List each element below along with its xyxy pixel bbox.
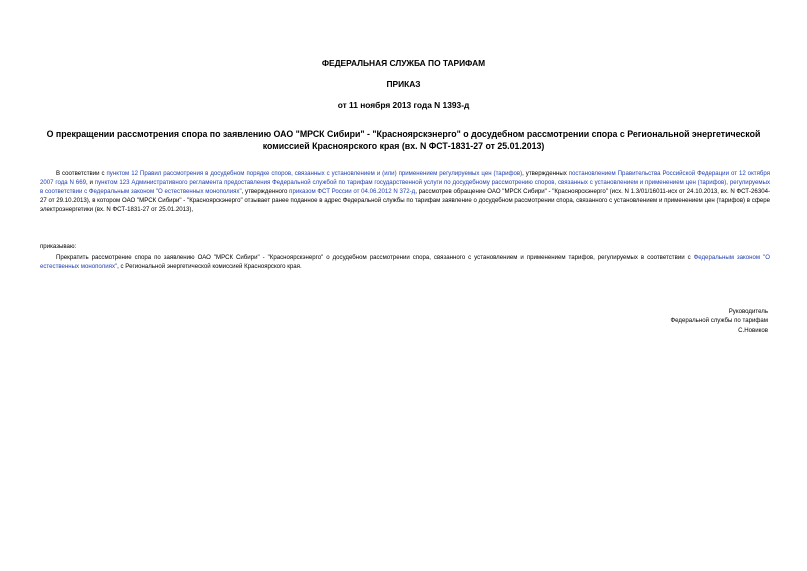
link-fst-order-372d[interactable]: приказом ФСТ России от 04.06.2012 N 372-д bbox=[289, 187, 416, 195]
preamble-text-1: В соответствии с bbox=[56, 170, 107, 177]
decision-paragraph bbox=[40, 254, 770, 272]
signature-org: Федеральной службы по тарифам bbox=[670, 317, 768, 325]
link-rules-clause-12[interactable]: пунктом 12 Правил рассмотрения в досудебном порядке споров, связанных с установлением и (или) применением регулируемых цен (тарифов) bbox=[106, 170, 523, 177]
link-natural-monopolies-law[interactable]: Федеральным законом "О естественных монополиях" bbox=[40, 254, 770, 270]
signature-name: С.Новиков bbox=[738, 326, 768, 334]
preamble-text-3: , и bbox=[85, 178, 95, 186]
signature-block bbox=[671, 307, 769, 335]
decision-text-1: Прекратить рассмотрение спора по заявлению ОАО "МРСК Сибири" - "Красноярскэнерго" о досудебном рассмотрении спора, связанного с установлением и применением тарифов, регулируемых в соответствии с bbox=[56, 254, 694, 261]
preamble-text-5: , рассмотрев обращение ОАО "МРСК Сибири" - "Красноярскэнерго" (исх. N 1.3/01/16011-исх от 24.10.2013, вх. N ФСТ-26304-27 от 29.10.2013), в котором ОАО "МРСК Сибири" - "Красноярскэнерго" отзывает ранее поданное в адрес Федеральной службы по тарифам заявление о досудебном рассмотрении спора, связанного с установлением и применением цен (тарифов) в сфере электроэнергетики (вх. N ФСТ-1831-27 от 25.01.2013), bbox=[40, 187, 771, 213]
preamble-paragraph bbox=[40, 170, 770, 215]
doc-type-heading: ПРИКАЗ bbox=[386, 79, 421, 89]
title-line-1: О прекращении рассмотрения спора по заявлению ОАО "МРСК Сибири" - "Красноярскэнерго" о досудебном рассмотрении спора с Региональной энергетической bbox=[46, 129, 761, 139]
date-number-heading: от 11 ноября 2013 года N 1393-д bbox=[337, 100, 470, 110]
preamble-text-2: , утвержденных bbox=[522, 170, 569, 177]
preamble-text-4: , утвержденного bbox=[241, 187, 290, 195]
link-government-decree-669[interactable]: постановлением Правительства Российской Федерации от 12 октября 2007 года N 669 bbox=[40, 170, 771, 186]
title-line-2: комиссией Красноярского края (вх. N ФСТ-1831-27 от 25.01.2013) bbox=[262, 141, 545, 151]
link-admin-regulation-clause-123[interactable]: пунктом 123 Административного регламента предоставления Федеральной службой по тарифам государственной услуги по досудебному рассмотрению споров, связанных с установлением и применением цен (тарифов), регулируемых в соответствии с Федеральным законом "О естественных монополиях" bbox=[40, 178, 771, 195]
agency-heading: ФЕДЕРАЛЬНАЯ СЛУЖБА ПО ТАРИФАМ bbox=[321, 58, 486, 68]
signature-position: Руководитель bbox=[728, 308, 768, 315]
order-word: приказываю: bbox=[40, 243, 77, 250]
decision-text-2: , с Региональной энергетической комиссией Красноярского края. bbox=[117, 262, 302, 270]
document-title bbox=[40, 128, 767, 152]
